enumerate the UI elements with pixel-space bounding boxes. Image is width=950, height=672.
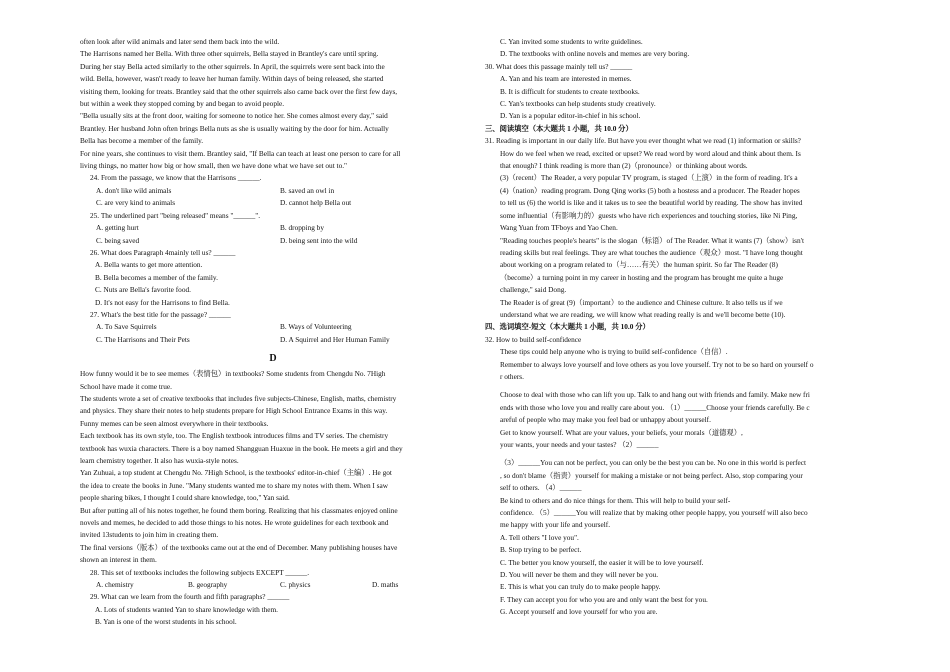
option-d[interactable]: D. A Squirrel and Her Human Family (280, 334, 390, 344)
text-line: Remember to always love yourself and love others as you love yourself. Try not to be so hard on yourself o (500, 359, 814, 369)
text-line: but within a week they stopped coming by and began to avoid people. (80, 99, 285, 109)
text-line: to tell us (6) the world is like and it takes us to see the beautiful world by reading. The show has invited (500, 198, 803, 208)
option-a[interactable]: A. To Save Squirrels (96, 322, 157, 332)
option-a[interactable]: A. don't like wild animals (96, 185, 172, 195)
option-b[interactable]: B. saved an owl in (280, 185, 335, 195)
option-c[interactable]: C. being saved (96, 235, 140, 245)
text-line: School have made it come true. (80, 381, 172, 391)
text-line: Choose to deal with those who can lift you up. Talk to and hang out with friends and family. Make new fri (500, 390, 810, 400)
question-25 (80, 210, 466, 247)
option-d[interactable]: D. being sent into the wild (280, 235, 358, 245)
text-line: challenge," said Dong. (500, 285, 567, 295)
question-stem: 29. What can we learn from the fourth and fifth paragraphs? ______ (90, 592, 290, 602)
text-line: For nine years, she continues to visit them. Brantley said, "If Bella can teach at least one person to care for all (80, 148, 401, 158)
text-line: textbook has wuxia characters. There is a boy named Shangguan Huaxue in the book. He meets a girl and they (80, 443, 403, 453)
question-29 (80, 591, 466, 628)
question-stem: 30. What does this passage mainly tell us? ______ (485, 61, 633, 71)
question-30 (485, 61, 873, 123)
option-c[interactable]: C. The Harrisons and Their Pets (96, 334, 190, 344)
option-a[interactable]: A. Lots of students wanted Yan to share knowledge with them. (95, 604, 279, 614)
section-4-heading: 四、选词填空-短文（本大题共 1 小题，共 10.0 分） (485, 322, 650, 332)
text-line: confidence. （5）______You will realize that by making other people happy, you yourself will also beco (500, 508, 808, 518)
question-stem: 26. What does Paragraph 4mainly tell us? ______ (90, 247, 236, 257)
text-line: self to others. （4）______ (500, 483, 582, 493)
text-line: (3)（recent）The Reader, a very popular TV program, is staged（上演）in the form of reading. It's a (500, 173, 798, 183)
text-line: understand what we are reading, we will know what reading really is and we'll become bette (10). (500, 309, 786, 319)
option-a[interactable]: A. Yan and his team are interested in memes. (500, 74, 632, 84)
text-line: and physics. They share their notes to help students prepare for High School Entrance Exams in this way. (80, 406, 388, 416)
text-line: invited 13students to join him in creating them. (80, 530, 219, 540)
passage-d (80, 368, 466, 567)
text-line: "Bella usually sits at the front door, waiting for someone to notice her. She comes almost every day," said (80, 111, 388, 121)
question-28 (80, 567, 466, 592)
option-b[interactable]: B. Yan is one of the worst students in his school. (95, 617, 237, 627)
option-b[interactable]: B. Stop trying to be perfect. (500, 545, 582, 555)
text-line: the idea to create the books in June. "Many students wanted me to share my notes with them. When I saw (80, 480, 389, 490)
text-line: Be kind to others and do nice things for them. This will help to build your self- (500, 495, 731, 505)
left-column (80, 36, 466, 629)
option-d[interactable]: D. maths (372, 580, 399, 590)
option-b[interactable]: B. dropping by (280, 223, 324, 233)
question-stem: 27. What's the best title for the passage? ______ (90, 309, 231, 319)
text-line: areful of people who may make you feel bad or unhappy about yourself. (500, 415, 711, 425)
option-a[interactable]: A. Bella wants to get more attention. (95, 260, 203, 270)
option-b[interactable]: B. geography (188, 580, 228, 590)
question-27 (80, 309, 466, 346)
text-line: me happy with your life and yourself. (500, 520, 611, 530)
question-29-continued (485, 36, 873, 61)
text-line: How funny would it be to see memes（表情包）in textbooks? Some students from Chengdu No. 7High (80, 369, 386, 379)
question-32 (485, 334, 873, 619)
section-3-heading: 三、阅读填空（本大题共 1 小题，共 10.0 分） (485, 123, 633, 133)
text-line: How do we feel when we read, excited or upset? We read word by word aloud and think about them. Is (500, 148, 801, 158)
text-line: （become）a turning point in my career in hosting and the program has brought me quite a huge (500, 272, 784, 282)
text-line: Funny memes can be seen almost everywhere in their textbooks. (80, 418, 269, 428)
text-line: The students wrote a set of creative textbooks that includes five subjects-Chinese, English, maths, chemistry (80, 393, 397, 403)
text-line: But after putting all of his notes together, he found them boring. Realizing that his classmates enjoyed online (80, 505, 398, 515)
option-c[interactable]: C. Yan invited some students to write guidelines. (500, 37, 643, 46)
text-line: Wang Yuan from TFboys and Yao Chen. (500, 223, 618, 233)
option-c[interactable]: C. are very kind to animals (96, 198, 176, 208)
option-a[interactable]: A. chemistry (96, 580, 134, 590)
text-line: Yan Zuhuai, a top student at Chengdu No. 7High School, is the textbooks' editor-in-chief（主编）. He got (80, 468, 392, 478)
text-line: visiting them, looking for treats. Brantley said that the other squirrels also came back over the first few days, (80, 86, 398, 96)
text-line: novels and memes, he decided to add those things to his notes. He wrote guidelines for each textbook and (80, 518, 389, 528)
option-e[interactable]: E. This is what you can truly do to make people happy. (500, 582, 661, 592)
text-line: The Harrisons named her Bella. With three other squirrels, Bella stayed in Brantley's care until spring. (80, 49, 379, 59)
text-line: r others. (500, 371, 524, 381)
question-stem: 24. From the passage, we know that the Harrisons ______. (90, 173, 262, 183)
option-f[interactable]: F. They can accept you for who you are and only want the best for you. (500, 594, 708, 604)
text-line: reading skills but real feelings. They are what touches the audience（观众）most. "I have long thought (500, 247, 803, 257)
text-line: (4)（nation）reading program. Dong Qing works (5) both a hostess and a producer. The Reader hopes (500, 185, 800, 195)
text-line: During her stay Bella acted similarly to the other squirrels. In April, the squirrels were sent back into the (80, 61, 385, 71)
option-a[interactable]: A. Tell others "I love you". (500, 532, 579, 542)
question-stem: 25. The underlined part "being released" means "______". (90, 210, 261, 220)
text-line: learn chemistry together. It also has wuxia-style notes. (80, 456, 239, 465)
text-line: people sharing bikes, I thought I could share knowledge, too," Yan said. (80, 493, 290, 503)
option-g[interactable]: G. Accept yourself and love yourself for who you are. (500, 607, 658, 617)
text-line: "Reading touches people's hearts" is the slogan（标语）of The Reader. What it wants (7)（show）isn't (500, 235, 804, 245)
option-b[interactable]: B. Bella becomes a member of the family. (95, 272, 218, 282)
text-line: living things, no matter how big or how small, then we have done what we have set out to." (80, 161, 348, 171)
option-c[interactable]: C. physics (280, 580, 311, 590)
question-24 (80, 172, 466, 209)
question-26 (80, 247, 466, 309)
option-d[interactable]: D. The textbooks with online novels and memes are very boring. (500, 49, 690, 59)
text-line: shown an interest in them. (80, 555, 157, 565)
text-line: These tips could help anyone who is trying to build self-confidence（自信）. (500, 347, 728, 357)
right-column (485, 36, 873, 619)
text-line: some influential（有影响力的）guests who have rich experiences and touching stories, like Ni Ping, (500, 210, 798, 220)
option-c[interactable]: C. The better you know yourself, the easier it will be to love yourself. (500, 557, 704, 567)
text-line: 32. How to build self-confidence (485, 334, 582, 344)
text-line: about working on a program related to（与……有关）the human spirit. So far The Reader (8) (500, 260, 778, 270)
option-a[interactable]: A. getting hurt (96, 223, 139, 233)
text-line: often look after wild animals and later send them back into the wild. (80, 37, 280, 46)
option-c[interactable]: C. Yan's textbooks can help students study creatively. (500, 99, 656, 109)
option-b[interactable]: B. It is difficult for students to create textbooks. (500, 86, 640, 96)
text-line: ends with those who love you and really care about you. （1）______Choose your friends carefully. Be c (500, 402, 810, 412)
option-b[interactable]: B. Ways of Volunteering (280, 322, 352, 332)
text-line: Bella has become a member of the family. (80, 136, 204, 146)
option-c[interactable]: C. Nuts are Bella's favorite food. (95, 285, 191, 295)
question-31 (485, 135, 873, 321)
text-line: Get to know yourself. What are your values, your beliefs, your morals（道德观）, (500, 427, 743, 437)
text-line: , so don't blame（指责）yourself for making a mistake or not being perfect. Also, stop comparing your (500, 470, 803, 480)
text-line: The Reader is of great (9)（important）to the audience and Chinese culture. It also tells us if we (500, 297, 783, 307)
text-line: The final versions（版本）of the textbooks came out at the end of December. Many publishing houses have (80, 542, 398, 552)
section-d-heading: D (269, 353, 277, 365)
passage-c (80, 36, 466, 172)
text-line: Each textbook has its own style, too. The English textbook introduces films and TV series. The chemistry (80, 431, 389, 441)
text-line: wild. Bella, however, wasn't ready to leave her human family. Within days of being released, she started (80, 74, 384, 84)
question-stem: 28. This set of textbooks includes the following subjects EXCEPT ______. (90, 567, 310, 577)
text-line: Brantley. Her husband John often brings Bella nuts as she is usually waiting by the door for him. Actually (80, 123, 389, 133)
text-line: 31. Reading is important in our daily life. But have you ever thought what we read (1) information or skills? (485, 136, 801, 146)
option-d[interactable]: D. It's not easy for the Harrisons to find Bella. (95, 297, 230, 307)
text-line: your wants, your needs and your tastes? （2）______ (500, 440, 659, 449)
text-line: that enough? I think reading is more than (2)（pronounce）or thinking about words. (500, 161, 748, 171)
option-d[interactable]: D. Yan is a popular editor-in-chief in his school. (500, 111, 641, 121)
text-line: （3）______You can not be perfect, you can only be the best you can be. No one in this world is perfect (500, 458, 807, 468)
option-d[interactable]: D. cannot help Bella out (280, 198, 352, 208)
option-d[interactable]: D. You will never be them and they will never be you. (500, 570, 659, 580)
